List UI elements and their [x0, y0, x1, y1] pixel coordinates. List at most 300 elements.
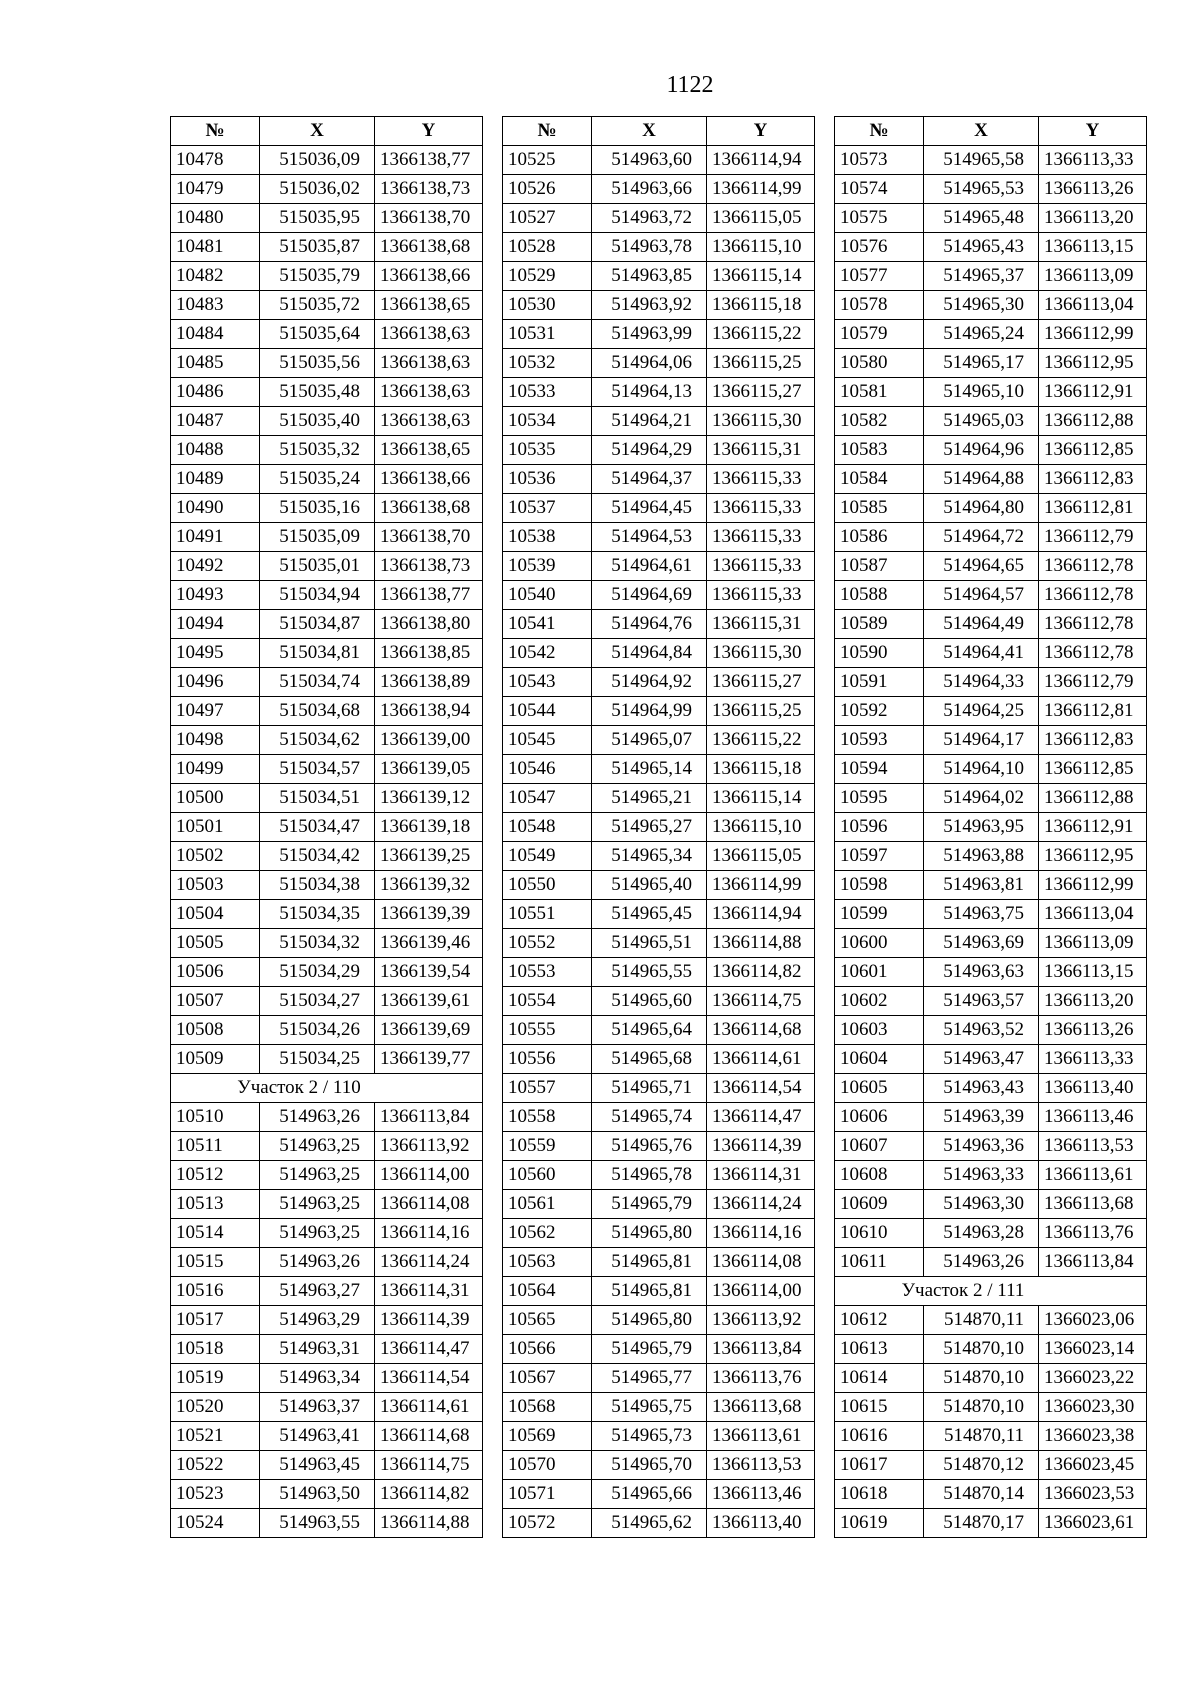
y-coordinate-cell: 1366112,95: [1039, 842, 1147, 871]
y-coordinate-cell: 1366112,91: [1039, 378, 1147, 407]
table-row: [171, 813, 483, 842]
point-number-cell: 10615: [835, 1393, 924, 1422]
x-coordinate-cell: 514963,39: [924, 1103, 1039, 1132]
table-row: [503, 494, 815, 523]
table-row: [835, 204, 1147, 233]
point-number-cell: 10569: [503, 1422, 592, 1451]
x-coordinate-cell: 514963,66: [592, 175, 707, 204]
x-coordinate-cell: 514964,72: [924, 523, 1039, 552]
point-number-cell: 10602: [835, 987, 924, 1016]
y-coordinate-cell: 1366114,99: [707, 175, 815, 204]
point-number-cell: 10522: [171, 1451, 260, 1480]
table-row: [503, 291, 815, 320]
table-row: [171, 320, 483, 349]
point-number-cell: 10576: [835, 233, 924, 262]
point-number-cell: 10612: [835, 1306, 924, 1335]
x-coordinate-cell: 514964,45: [592, 494, 707, 523]
x-coordinate-cell: 514963,52: [924, 1016, 1039, 1045]
table-row: [503, 204, 815, 233]
table-row: [503, 436, 815, 465]
x-coordinate-cell: 514963,26: [260, 1248, 375, 1277]
table-row: [171, 581, 483, 610]
x-coordinate-cell: 514870,11: [924, 1422, 1039, 1451]
x-coordinate-cell: 514965,81: [592, 1248, 707, 1277]
y-coordinate-cell: 1366115,31: [707, 610, 815, 639]
x-coordinate-cell: 514963,99: [592, 320, 707, 349]
point-number-cell: 10521: [171, 1422, 260, 1451]
y-coordinate-cell: 1366114,24: [707, 1190, 815, 1219]
section-title: Участок 2 / 111: [835, 1277, 1147, 1306]
table-header-row: [503, 117, 815, 146]
table-row: [503, 581, 815, 610]
section-header-row: [171, 1074, 483, 1103]
table-row: [171, 784, 483, 813]
point-number-cell: 10541: [503, 610, 592, 639]
y-coordinate-cell: 1366138,68: [375, 494, 483, 523]
y-coordinate-cell: 1366023,22: [1039, 1364, 1147, 1393]
y-coordinate-cell: 1366023,38: [1039, 1422, 1147, 1451]
y-coordinate-cell: 1366115,18: [707, 755, 815, 784]
y-coordinate-cell: 1366114,16: [375, 1219, 483, 1248]
y-coordinate-cell: 1366115,33: [707, 581, 815, 610]
y-coordinate-cell: 1366113,09: [1039, 262, 1147, 291]
point-number-cell: 10573: [835, 146, 924, 175]
point-number-cell: 10532: [503, 349, 592, 378]
table-row: [835, 349, 1147, 378]
x-coordinate-cell: 514963,72: [592, 204, 707, 233]
table-row: [835, 378, 1147, 407]
x-coordinate-cell: 514963,26: [924, 1248, 1039, 1277]
point-number-cell: 10538: [503, 523, 592, 552]
x-coordinate-cell: 514963,31: [260, 1335, 375, 1364]
point-number-cell: 10481: [171, 233, 260, 262]
x-coordinate-cell: 515035,32: [260, 436, 375, 465]
point-number-cell: 10610: [835, 1219, 924, 1248]
table-row: [503, 349, 815, 378]
y-coordinate-cell: 1366139,32: [375, 871, 483, 900]
y-coordinate-cell: 1366138,70: [375, 204, 483, 233]
x-coordinate-cell: 514870,10: [924, 1364, 1039, 1393]
table-row: [835, 1219, 1147, 1248]
y-coordinate-cell: 1366139,00: [375, 726, 483, 755]
x-coordinate-cell: 514965,81: [592, 1277, 707, 1306]
point-number-cell: 10489: [171, 465, 260, 494]
y-coordinate-cell: 1366139,25: [375, 842, 483, 871]
y-coordinate-cell: 1366113,84: [375, 1103, 483, 1132]
point-number-cell: 10492: [171, 552, 260, 581]
x-coordinate-cell: 514965,30: [924, 291, 1039, 320]
point-number-cell: 10561: [503, 1190, 592, 1219]
table-header-row: [835, 117, 1147, 146]
y-coordinate-cell: 1366114,61: [707, 1045, 815, 1074]
x-coordinate-cell: 514870,10: [924, 1393, 1039, 1422]
x-coordinate-cell: 515035,64: [260, 320, 375, 349]
y-coordinate-cell: 1366115,33: [707, 552, 815, 581]
point-number-cell: 10483: [171, 291, 260, 320]
x-coordinate-cell: 514963,29: [260, 1306, 375, 1335]
table-row: [171, 407, 483, 436]
table-row: [503, 175, 815, 204]
point-number-cell: 10535: [503, 436, 592, 465]
y-coordinate-cell: 1366138,85: [375, 639, 483, 668]
point-number-cell: 10591: [835, 668, 924, 697]
x-coordinate-cell: 514963,92: [592, 291, 707, 320]
y-coordinate-cell: 1366114,75: [375, 1451, 483, 1480]
table-row: [835, 175, 1147, 204]
point-number-cell: 10488: [171, 436, 260, 465]
point-number-cell: 10552: [503, 929, 592, 958]
table-row: [503, 552, 815, 581]
x-coordinate-cell: 514964,96: [924, 436, 1039, 465]
point-number-cell: 10600: [835, 929, 924, 958]
table-row: [835, 842, 1147, 871]
x-coordinate-cell: 514965,68: [592, 1045, 707, 1074]
table-row: [171, 436, 483, 465]
point-number-cell: 10517: [171, 1306, 260, 1335]
point-number-cell: 10484: [171, 320, 260, 349]
point-number-cell: 10525: [503, 146, 592, 175]
y-coordinate-cell: 1366112,99: [1039, 320, 1147, 349]
table-row: [503, 233, 815, 262]
y-coordinate-cell: 1366113,15: [1039, 233, 1147, 262]
x-coordinate-cell: 515035,79: [260, 262, 375, 291]
point-number-cell: 10593: [835, 726, 924, 755]
y-coordinate-cell: 1366114,16: [707, 1219, 815, 1248]
table-row: [171, 1393, 483, 1422]
x-coordinate-cell: 514965,21: [592, 784, 707, 813]
point-number-cell: 10510: [171, 1103, 260, 1132]
table-row: [503, 1161, 815, 1190]
point-number-cell: 10560: [503, 1161, 592, 1190]
point-number-cell: 10601: [835, 958, 924, 987]
table-row: [171, 233, 483, 262]
table-row: [835, 146, 1147, 175]
x-coordinate-cell: 514965,43: [924, 233, 1039, 262]
point-number-cell: 10548: [503, 813, 592, 842]
point-number-cell: 10575: [835, 204, 924, 233]
y-coordinate-cell: 1366113,84: [707, 1335, 815, 1364]
table-row: [835, 1422, 1147, 1451]
x-coordinate-cell: 515035,16: [260, 494, 375, 523]
x-coordinate-cell: 515034,87: [260, 610, 375, 639]
x-coordinate-cell: 515034,42: [260, 842, 375, 871]
point-number-cell: 10566: [503, 1335, 592, 1364]
point-number-cell: 10500: [171, 784, 260, 813]
y-coordinate-cell: 1366138,68: [375, 233, 483, 262]
x-coordinate-cell: 514964,76: [592, 610, 707, 639]
point-number-cell: 10617: [835, 1451, 924, 1480]
point-number-cell: 10540: [503, 581, 592, 610]
point-number-cell: 10556: [503, 1045, 592, 1074]
x-coordinate-cell: 514964,88: [924, 465, 1039, 494]
x-coordinate-cell: 514965,79: [592, 1190, 707, 1219]
table-row: [835, 1016, 1147, 1045]
table-row: [503, 1364, 815, 1393]
y-coordinate-cell: 1366113,15: [1039, 958, 1147, 987]
y-coordinate-cell: 1366112,79: [1039, 668, 1147, 697]
x-coordinate-cell: 514965,03: [924, 407, 1039, 436]
x-coordinate-cell: 515035,72: [260, 291, 375, 320]
point-number-cell: 10608: [835, 1161, 924, 1190]
x-coordinate-cell: 515034,32: [260, 929, 375, 958]
point-number-cell: 10598: [835, 871, 924, 900]
y-coordinate-cell: 1366115,27: [707, 668, 815, 697]
point-number-cell: 10594: [835, 755, 924, 784]
x-coordinate-cell: 515034,25: [260, 1045, 375, 1074]
y-coordinate-cell: 1366112,85: [1039, 755, 1147, 784]
table-row: [503, 987, 815, 1016]
table-row: [835, 1364, 1147, 1393]
y-coordinate-cell: 1366113,46: [707, 1480, 815, 1509]
point-number-cell: 10513: [171, 1190, 260, 1219]
y-coordinate-cell: 1366114,88: [707, 929, 815, 958]
y-coordinate-cell: 1366138,65: [375, 436, 483, 465]
header-x: X: [260, 117, 375, 146]
point-number-cell: 10597: [835, 842, 924, 871]
table-row: [503, 523, 815, 552]
point-number-cell: 10526: [503, 175, 592, 204]
table-row: [835, 1335, 1147, 1364]
table-row: [503, 842, 815, 871]
point-number-cell: 10507: [171, 987, 260, 1016]
x-coordinate-cell: 514965,24: [924, 320, 1039, 349]
x-coordinate-cell: 515034,94: [260, 581, 375, 610]
x-coordinate-cell: 514965,58: [924, 146, 1039, 175]
x-coordinate-cell: 514965,77: [592, 1364, 707, 1393]
y-coordinate-cell: 1366115,22: [707, 320, 815, 349]
x-coordinate-cell: 514963,33: [924, 1161, 1039, 1190]
x-coordinate-cell: 514870,14: [924, 1480, 1039, 1509]
table-row: [171, 697, 483, 726]
y-coordinate-cell: 1366115,30: [707, 407, 815, 436]
y-coordinate-cell: 1366115,25: [707, 349, 815, 378]
header-y: Y: [1039, 117, 1147, 146]
y-coordinate-cell: 1366113,61: [1039, 1161, 1147, 1190]
x-coordinate-cell: 514965,75: [592, 1393, 707, 1422]
table-row: [171, 204, 483, 233]
table-row: [835, 1393, 1147, 1422]
point-number-cell: 10588: [835, 581, 924, 610]
table-row: [835, 581, 1147, 610]
point-number-cell: 10543: [503, 668, 592, 697]
table-row: [503, 262, 815, 291]
y-coordinate-cell: 1366114,00: [375, 1161, 483, 1190]
table-row: [835, 1103, 1147, 1132]
y-coordinate-cell: 1366115,14: [707, 784, 815, 813]
table-row: [171, 1480, 483, 1509]
x-coordinate-cell: 514963,45: [260, 1451, 375, 1480]
x-coordinate-cell: 514964,21: [592, 407, 707, 436]
y-coordinate-cell: 1366114,08: [707, 1248, 815, 1277]
point-number-cell: 10493: [171, 581, 260, 610]
table-row: [503, 146, 815, 175]
x-coordinate-cell: 514964,02: [924, 784, 1039, 813]
point-number-cell: 10550: [503, 871, 592, 900]
x-coordinate-cell: 514963,69: [924, 929, 1039, 958]
x-coordinate-cell: 514963,60: [592, 146, 707, 175]
y-coordinate-cell: 1366114,39: [375, 1306, 483, 1335]
point-number-cell: 10480: [171, 204, 260, 233]
table-row: [503, 1277, 815, 1306]
point-number-cell: 10494: [171, 610, 260, 639]
point-number-cell: 10530: [503, 291, 592, 320]
point-number-cell: 10557: [503, 1074, 592, 1103]
point-number-cell: 10585: [835, 494, 924, 523]
y-coordinate-cell: 1366114,82: [707, 958, 815, 987]
point-number-cell: 10509: [171, 1045, 260, 1074]
x-coordinate-cell: 514965,27: [592, 813, 707, 842]
x-coordinate-cell: 514965,80: [592, 1219, 707, 1248]
x-coordinate-cell: 514965,07: [592, 726, 707, 755]
y-coordinate-cell: 1366139,46: [375, 929, 483, 958]
table-row: [835, 1248, 1147, 1277]
point-number-cell: 10603: [835, 1016, 924, 1045]
y-coordinate-cell: 1366114,54: [375, 1364, 483, 1393]
header-y: Y: [375, 117, 483, 146]
table-header-row: [171, 117, 483, 146]
point-number-cell: 10495: [171, 639, 260, 668]
point-number-cell: 10606: [835, 1103, 924, 1132]
x-coordinate-cell: 514963,81: [924, 871, 1039, 900]
y-coordinate-cell: 1366138,63: [375, 378, 483, 407]
y-coordinate-cell: 1366114,94: [707, 146, 815, 175]
point-number-cell: 10545: [503, 726, 592, 755]
table-row: [835, 871, 1147, 900]
y-coordinate-cell: 1366138,70: [375, 523, 483, 552]
point-number-cell: 10577: [835, 262, 924, 291]
point-number-cell: 10619: [835, 1509, 924, 1538]
point-number-cell: 10531: [503, 320, 592, 349]
table-row: [503, 1074, 815, 1103]
table-row: [171, 1045, 483, 1074]
x-coordinate-cell: 515036,02: [260, 175, 375, 204]
table-row: [503, 1219, 815, 1248]
y-coordinate-cell: 1366114,31: [375, 1277, 483, 1306]
table-row: [171, 291, 483, 320]
table-row: [503, 1045, 815, 1074]
table-row: [171, 1190, 483, 1219]
y-coordinate-cell: 1366114,24: [375, 1248, 483, 1277]
x-coordinate-cell: 514965,74: [592, 1103, 707, 1132]
x-coordinate-cell: 514965,79: [592, 1335, 707, 1364]
table-row: [503, 1132, 815, 1161]
y-coordinate-cell: 1366112,83: [1039, 726, 1147, 755]
point-number-cell: 10611: [835, 1248, 924, 1277]
x-coordinate-cell: 514870,10: [924, 1335, 1039, 1364]
y-coordinate-cell: 1366112,99: [1039, 871, 1147, 900]
point-number-cell: 10586: [835, 523, 924, 552]
y-coordinate-cell: 1366112,78: [1039, 552, 1147, 581]
y-coordinate-cell: 1366115,27: [707, 378, 815, 407]
y-coordinate-cell: 1366114,68: [707, 1016, 815, 1045]
table-row: [835, 1480, 1147, 1509]
x-coordinate-cell: 514963,75: [924, 900, 1039, 929]
y-coordinate-cell: 1366113,68: [1039, 1190, 1147, 1219]
point-number-cell: 10482: [171, 262, 260, 291]
table-row: [835, 1509, 1147, 1538]
point-number-cell: 10553: [503, 958, 592, 987]
x-coordinate-cell: 515034,29: [260, 958, 375, 987]
x-coordinate-cell: 515035,56: [260, 349, 375, 378]
table-row: [171, 987, 483, 1016]
y-coordinate-cell: 1366114,08: [375, 1190, 483, 1219]
y-coordinate-cell: 1366115,14: [707, 262, 815, 291]
x-coordinate-cell: 514964,57: [924, 581, 1039, 610]
y-coordinate-cell: 1366114,54: [707, 1074, 815, 1103]
x-coordinate-cell: 514964,25: [924, 697, 1039, 726]
header-y: Y: [707, 117, 815, 146]
y-coordinate-cell: 1366112,88: [1039, 407, 1147, 436]
x-coordinate-cell: 515035,48: [260, 378, 375, 407]
page-number: 1122: [666, 72, 714, 98]
x-coordinate-cell: 514965,45: [592, 900, 707, 929]
x-coordinate-cell: 514965,10: [924, 378, 1039, 407]
x-coordinate-cell: 514963,55: [260, 1509, 375, 1538]
table-row: [503, 813, 815, 842]
table-row: [503, 929, 815, 958]
table-row: [835, 958, 1147, 987]
table-row: [835, 233, 1147, 262]
point-number-cell: 10578: [835, 291, 924, 320]
table-row: [171, 1161, 483, 1190]
point-number-cell: 10506: [171, 958, 260, 987]
point-number-cell: 10567: [503, 1364, 592, 1393]
x-coordinate-cell: 515036,09: [260, 146, 375, 175]
point-number-cell: 10568: [503, 1393, 592, 1422]
table-row: [171, 842, 483, 871]
table-row: [835, 291, 1147, 320]
point-number-cell: 10486: [171, 378, 260, 407]
y-coordinate-cell: 1366113,33: [1039, 1045, 1147, 1074]
y-coordinate-cell: 1366115,33: [707, 523, 815, 552]
x-coordinate-cell: 515035,01: [260, 552, 375, 581]
x-coordinate-cell: 514964,33: [924, 668, 1039, 697]
x-coordinate-cell: 515034,38: [260, 871, 375, 900]
table-row: [835, 1161, 1147, 1190]
x-coordinate-cell: 515035,09: [260, 523, 375, 552]
y-coordinate-cell: 1366113,04: [1039, 900, 1147, 929]
y-coordinate-cell: 1366139,18: [375, 813, 483, 842]
y-coordinate-cell: 1366113,61: [707, 1422, 815, 1451]
x-coordinate-cell: 514963,47: [924, 1045, 1039, 1074]
x-coordinate-cell: 514965,80: [592, 1306, 707, 1335]
table-row: [503, 610, 815, 639]
y-coordinate-cell: 1366139,61: [375, 987, 483, 1016]
point-number-cell: 10539: [503, 552, 592, 581]
y-coordinate-cell: 1366114,68: [375, 1422, 483, 1451]
x-coordinate-cell: 514963,25: [260, 1161, 375, 1190]
x-coordinate-cell: 515035,95: [260, 204, 375, 233]
x-coordinate-cell: 514965,78: [592, 1161, 707, 1190]
y-coordinate-cell: 1366138,77: [375, 581, 483, 610]
point-number-cell: 10512: [171, 1161, 260, 1190]
point-number-cell: 10613: [835, 1335, 924, 1364]
table-row: [835, 465, 1147, 494]
point-number-cell: 10563: [503, 1248, 592, 1277]
y-coordinate-cell: 1366114,47: [707, 1103, 815, 1132]
point-number-cell: 10590: [835, 639, 924, 668]
x-coordinate-cell: 514963,43: [924, 1074, 1039, 1103]
x-coordinate-cell: 514963,78: [592, 233, 707, 262]
y-coordinate-cell: 1366023,61: [1039, 1509, 1147, 1538]
table-row: [835, 929, 1147, 958]
table-row: [503, 378, 815, 407]
table-row: [171, 1364, 483, 1393]
point-number-cell: 10511: [171, 1132, 260, 1161]
y-coordinate-cell: 1366139,54: [375, 958, 483, 987]
x-coordinate-cell: 514963,27: [260, 1277, 375, 1306]
point-number-cell: 10562: [503, 1219, 592, 1248]
